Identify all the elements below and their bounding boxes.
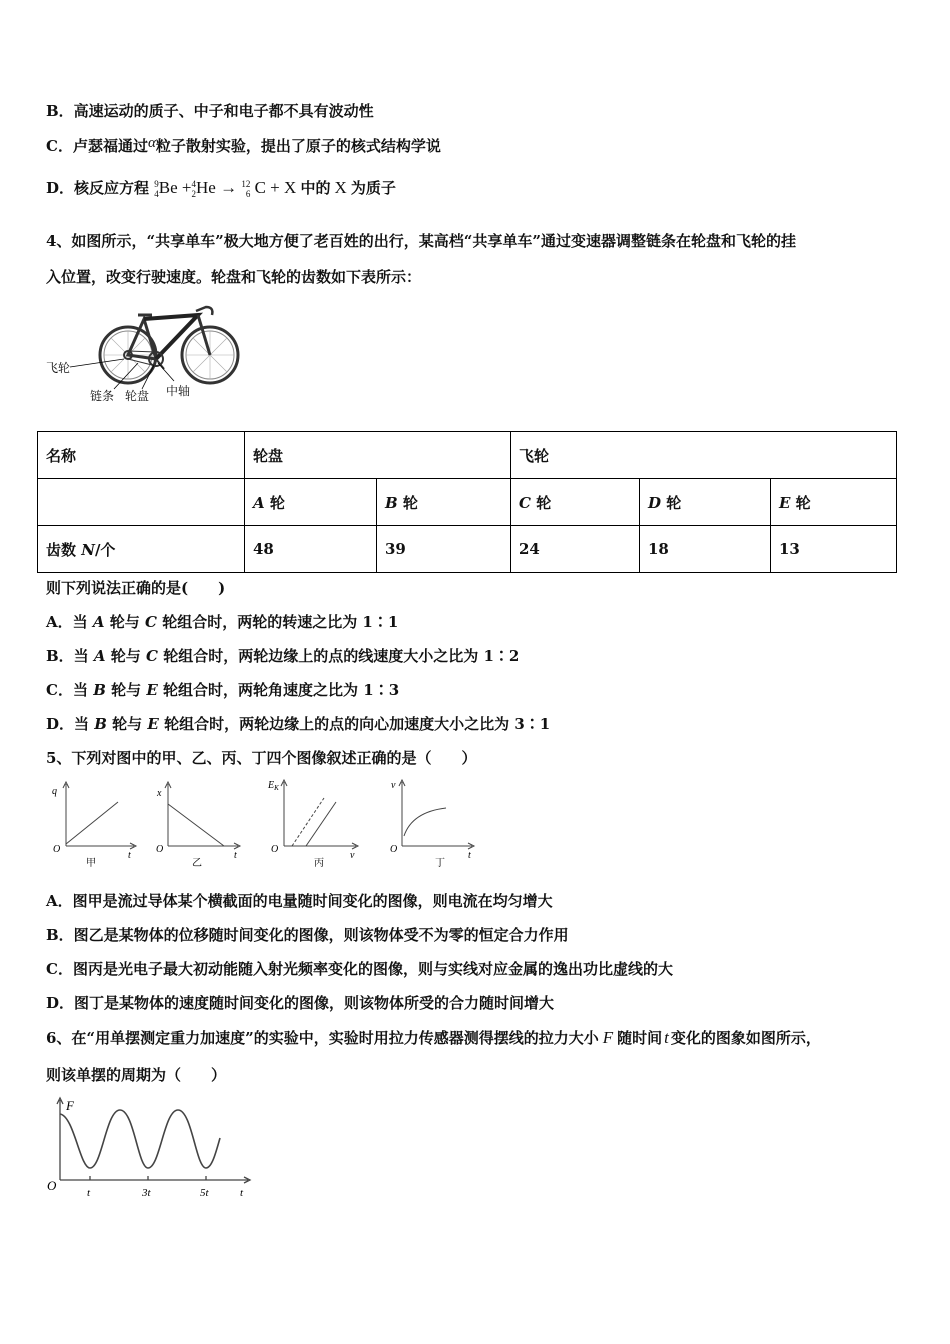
wheel-b-cell: B 轮 [377,479,511,526]
wheel-e-cell: E 轮 [771,479,897,526]
tension-curve [60,1110,220,1168]
teeth-b: 39 [377,526,511,573]
graph-ding-origin: O [390,844,398,855]
tension-graph-xlabel: t [240,1187,244,1199]
label-chain: 链条 [90,389,115,403]
graph-bing-origin: O [271,844,279,855]
graph-bing [264,776,364,873]
q4-question: 则下列说法正确的是( ) [46,579,226,597]
q6-stem-line2: 则该单摆的周期为（ ） [46,1066,227,1084]
q3-option-c [46,136,441,157]
graph-ding-caption: 丁 [435,858,445,869]
tension-graph-ylabel: F [66,1098,74,1113]
graph-jia-origin: O [53,844,61,855]
graph-yi-ylabel: x [157,788,162,799]
tick-label-5t: 5t [200,1187,209,1199]
graph-ding-xlabel: t [468,850,471,861]
table-row [38,526,897,573]
teeth-a: 48 [245,526,377,573]
q5-option-a: A．图甲是流过导体某个横截面的电量随时间变化的图像，则电流在均匀增大 [46,892,553,910]
q6-stem-line1: 6、在“用单摆测定重力加速度”的实验中，实验时用拉力传感器测得摆线的拉力大小 F 随时间 t 变化的图象如图所示， [46,1028,821,1047]
graph-yi [152,778,247,873]
tick-label-3t: 3t [142,1187,151,1199]
graph-ding-curve [404,808,446,836]
graph-ding-ylabel: v [391,780,396,791]
graph-jia-caption: 甲 [86,858,96,869]
q4-option-b: B．当 A 轮与 C 轮组合时，两轮边缘上的点的线速度大小之比为 1∶2 [46,647,520,665]
teeth-d: 18 [640,526,771,573]
q4-option-d: D．当 B 轮与 E 轮组合时，两轮边缘上的点的向心加速度大小之比为 3∶1 [46,715,551,733]
nuclear-equation: 9 4 Be + 4 2 He → 12 6 C + X [154,178,297,200]
wheel-a-cell: A 轮 [245,479,377,526]
q3-option-c-post: 粒子散射实验，提出了原子的核式结构学说 [155,137,441,155]
teeth-e: 13 [771,526,897,573]
graph-yi-xlabel: t [234,850,237,861]
table-row [38,479,897,526]
bicycle-figure [44,297,244,407]
q5-option-d: D．图丁是某物体的速度随时间变化的图像，则该物体所受的合力随时间增大 [46,994,555,1012]
graph-yi-origin: O [156,844,164,855]
graph-yi-caption: 乙 [192,858,202,869]
graph-bing-caption: 丙 [314,858,324,869]
label-flywheel: 飞轮 [46,361,71,375]
teeth-label-cell: 齿数 N/个 [38,526,245,573]
q4-stem-line1: 4、如图所示，“共享单车”极大地方便了老百姓的出行，某高档“共享单车”通过变速器调整链条在轮盘和飞轮的挂 [46,232,796,250]
graph-jia-xlabel: t [128,850,131,861]
tick-label-t: t [87,1187,91,1199]
graph-bing-dashed-line [292,798,324,846]
graph-ding [386,776,481,873]
table-row [38,432,897,479]
gear-teeth-table [37,431,897,573]
q5-option-b: B．图乙是某物体的位移随时间变化的图像，则该物体受不为零的恒定合力作用 [46,926,569,944]
label-axle: 中轴 [166,384,191,398]
q4-option-a: A．当 A 轮与 C 轮组合时，两轮的转速之比为 1∶1 [46,613,399,631]
header-flywheel: 飞轮 [511,432,897,479]
q3-option-d-post: 为质子 [350,179,396,197]
q5-option-c: C．图丙是光电子最大初动能随入射光频率变化的图像，则与实线对应金属的逸出功比虚线的大 [46,960,673,978]
q3-option-c-pre: C．卢瑟福通过 [46,137,148,155]
tension-graph-origin: O [47,1178,57,1193]
q3-option-d-mid: 中的 [300,179,331,197]
graph-bing-ylabel: $E_K$ [268,780,279,792]
alpha-symbol: α [147,135,156,151]
teeth-c: 24 [511,526,640,573]
wheel-d-cell: D 轮 [640,479,771,526]
header-chainring: 轮盘 [245,432,511,479]
wheel-c-cell: C 轮 [511,479,640,526]
q4-option-c: C．当 B 轮与 E 轮组合时，两轮角速度之比为 1∶3 [46,681,400,699]
graph-jia-line [66,802,118,844]
empty-cell [38,479,245,526]
graph-jia-ylabel: q [52,786,57,797]
q3-option-d-pre: D．核反应方程 [46,179,150,197]
graph-bing-solid-line [306,802,336,846]
q4-stem-line2: 入位置，改变行驶速度。轮盘和飞轮的齿数如下表所示： [46,268,422,286]
q3-option-d: D．核反应方程 9 4 Be + 4 2 He → 12 6 C + X 中的 X 为质子 [46,178,396,200]
graph-jia [48,778,143,873]
q5-stem: 5、下列对图中的甲、乙、丙、丁四个图像叙述正确的是（ ） [46,749,477,767]
label-chainring: 轮盘 [125,389,150,403]
q3-option-b: B．高速运动的质子、中子和电子都不具有波动性 [46,102,374,120]
tension-graph [44,1094,254,1204]
header-name: 名称 [38,432,245,479]
graph-bing-xlabel: ν [350,850,355,861]
graph-yi-line [168,804,224,846]
